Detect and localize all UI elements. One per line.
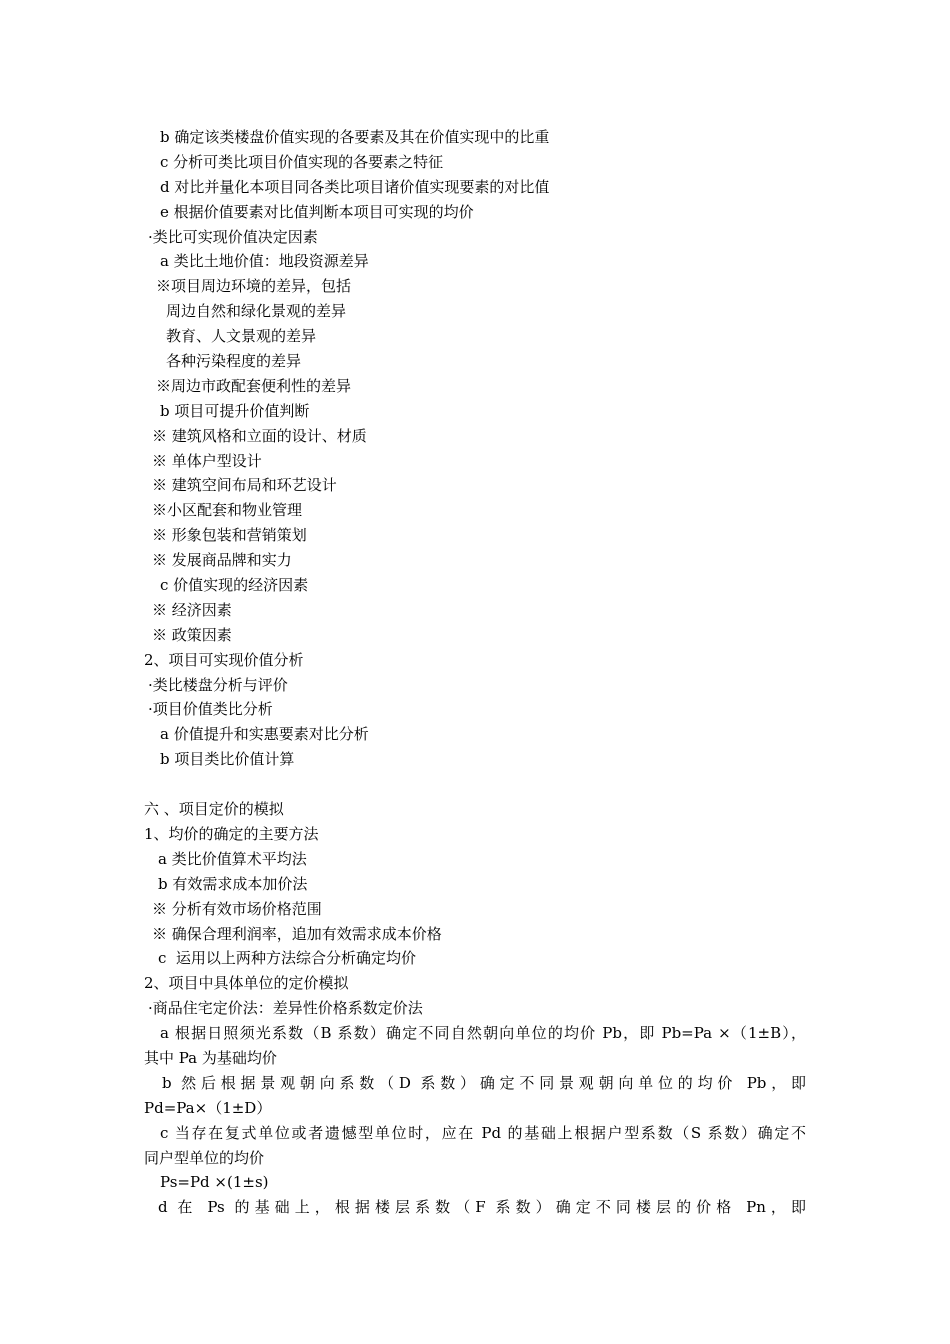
text-line: ※ 经济因素 <box>152 600 232 619</box>
text-line: b 项目可提升价值判断 <box>160 401 310 420</box>
text-line: b 然后根据景观朝向系数（D 系数）确定不同景观朝向单位的均价 Pb，即 <box>162 1073 806 1092</box>
text-line: ※ 分析有效市场价格范围 <box>152 899 322 918</box>
text-line: ※项目周边环境的差异，包括 <box>156 277 352 296</box>
blank-line <box>144 772 806 797</box>
document-body <box>144 125 806 1220</box>
text-line: a 类比土地价值：地段资源差异 <box>160 252 369 271</box>
text-line: d 在 Ps 的基础上，根据楼层系数（F 系数）确定不同楼层的价格 Pn，即 <box>158 1198 806 1217</box>
text-line: 同户型单位的均价 <box>144 1148 265 1167</box>
text-line: b 有效需求成本加价法 <box>158 874 308 893</box>
text-line: ※ 政策因素 <box>152 625 232 644</box>
formula-line: Ps=Pd ×(1±s) <box>160 1173 269 1192</box>
section-heading: 2、项目中具体单位的定价模拟 <box>144 974 349 993</box>
text-line: ·商品住宅定价法：差异性价格系数定价法 <box>148 999 423 1018</box>
text-line: ·项目价值类比分析 <box>148 700 273 719</box>
text-line: ·类比楼盘分析与评价 <box>148 675 288 694</box>
text-line: ※ 发展商品牌和实力 <box>152 551 292 570</box>
text-line: 教育、人文景观的差异 <box>166 327 317 346</box>
text-line: c 运用以上两种方法综合分析确定均价 <box>158 949 416 968</box>
section-heading: 1、均价的确定的主要方法 <box>144 824 319 843</box>
text-line: e 根据价值要素对比值判断本项目可实现的均价 <box>160 202 474 221</box>
text-line: a 类比价值算术平均法 <box>158 849 307 868</box>
text-line: ※ 形象包装和营销策划 <box>152 526 307 545</box>
text-line: b 项目类比价值计算 <box>160 750 295 769</box>
text-line: c 当存在复式单位或者遗憾型单位时，应在 Pd 的基础上根据户型系数（S 系数）确定不 <box>160 1123 806 1142</box>
text-line: b 确定该类楼盘价值实现的各要素及其在价值实现中的比重 <box>160 128 550 146</box>
text-line: 各种污染程度的差异 <box>166 352 302 371</box>
text-line: ※ 建筑空间布局和环艺设计 <box>152 476 337 495</box>
text-line: ·类比可实现价值决定因素 <box>148 227 318 246</box>
text-line: ※ 确保合理利润率，追加有效需求成本价格 <box>152 924 442 943</box>
text-line: d 对比并量化本项目同各类比项目诸价值实现要素的对比值 <box>160 177 550 196</box>
text-line: 周边自然和绿化景观的差异 <box>166 302 347 321</box>
section-heading: 2、项目可实现价值分析 <box>144 650 304 669</box>
text-line: ※小区配套和物业管理 <box>152 501 303 520</box>
text-line: Pd=Pa×（1±D） <box>144 1098 272 1117</box>
text-line: ※周边市政配套便利性的差异 <box>156 376 352 395</box>
text-line: a 价值提升和实惠要素对比分析 <box>160 725 369 744</box>
section-heading: 六 、项目定价的模拟 <box>144 800 284 819</box>
text-line: 其中 Pa 为基础均价 <box>144 1048 277 1067</box>
text-line: c 价值实现的经济因素 <box>160 576 309 595</box>
text-line: a 根据日照须光系数（B 系数）确定不同自然朝向单位的均价 Pb，即 Pb=Pa ×（1±B）， <box>160 1024 806 1043</box>
text-line: ※ 单体户型设计 <box>152 451 262 470</box>
text-line: ※ 建筑风格和立面的设计、材质 <box>152 426 367 445</box>
text-line: c 分析可类比项目价值实现的各要素之特征 <box>160 152 444 171</box>
